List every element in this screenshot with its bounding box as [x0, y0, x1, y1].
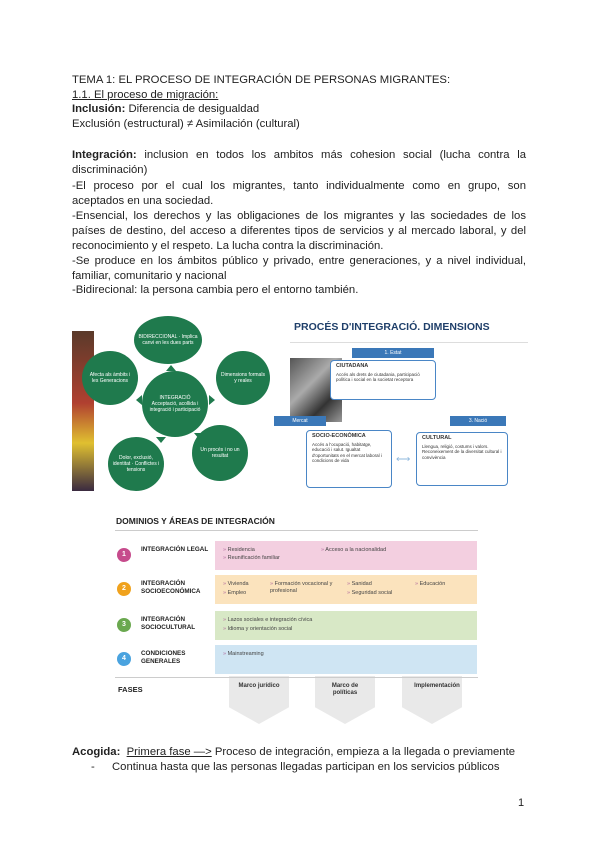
cycle-top-circle: BIDIRECCIONAL · Implica canvi en les dues parts	[134, 316, 202, 364]
item-seguridad-social: » Seguridad social	[347, 590, 392, 597]
acogida-text: Proceso de integración, empieza a la llegada o previamente	[211, 746, 516, 758]
item-lazos-sociales: » Lazos sociales e integración cívica	[223, 617, 312, 624]
acogida-phase: Primera fase —>	[126, 746, 212, 758]
item-formacion: » Formación vocacional y profesional	[270, 581, 334, 594]
integration-definition	[72, 148, 526, 178]
domain-row-sociocultural	[115, 610, 478, 640]
dimensions-title: PROCÉS D'INTEGRACIÓ. DIMENSIONS	[294, 321, 490, 333]
section-heading: 1.1. El proceso de migración:	[72, 89, 219, 101]
integration-point-3: -Se produce en los ámbitos público y privado, entre generaciones, y a nivel individual, familiar, comunitario y nacional	[72, 255, 526, 282]
box-socio-text: Accés a l'ocupació, habitatge, educació i salut. Igualtat d'oportunitats en el mercat laboral i condicions de vida	[312, 441, 382, 463]
row-label-socioeconomica: INTEGRACIÓN SOCIOECONÓMICA	[141, 580, 201, 595]
row-number-2: 2	[117, 582, 131, 596]
arrow-down-right-icon	[194, 433, 204, 439]
title-divider	[115, 530, 478, 531]
box-ciutadana-text: Accés als drets de ciutadania, participació política i social en la societat receptora	[336, 371, 420, 382]
cycle-left-circle: Afecta als àmbits i les Generacions	[82, 351, 138, 405]
box-cultural	[416, 432, 508, 486]
tag-estat: 1. Estat	[352, 348, 434, 358]
box-cultural-text: Llengua, religió, costums i valors. Reconeixement de la diversitat cultural i convivència	[422, 443, 502, 460]
box-ciutadana	[330, 360, 436, 400]
phases-label: FASES	[118, 685, 143, 694]
item-residencia: » Residencia	[223, 547, 255, 554]
item-educacion: » Educación	[415, 581, 445, 588]
inclusion-label: Inclusión:	[72, 103, 126, 115]
arrow-up-icon	[166, 365, 176, 371]
arrow-right-icon	[209, 395, 215, 405]
acogida-label: Acogida:	[72, 746, 121, 758]
exclusion-line: Exclusión (estructural) ≠ Asimilación (cultural)	[72, 118, 300, 130]
row-number-1: 1	[117, 548, 131, 562]
domain-row-legal	[115, 540, 478, 570]
integration-text: inclusion en todos los ambitos más cohesion social (lucha contra la discriminación)	[72, 149, 526, 176]
integration-cycle-figure	[72, 311, 282, 491]
acogida-line	[72, 745, 515, 760]
item-mainstreaming: » Mainstreaming	[223, 651, 264, 658]
phase-implementacion: Implementación	[414, 683, 460, 689]
cycle-right-circle: Dimensions formals y reales	[216, 351, 270, 405]
integration-dimensions-figure	[290, 316, 530, 488]
domains-title: DOMINIOS Y ÁREAS DE INTEGRACIÓN	[116, 516, 275, 526]
integration-label: Integración:	[72, 149, 137, 161]
row-label-legal: INTEGRACIÓN LEGAL	[141, 546, 209, 553]
inclusion-text: Diferencia de desigualdad	[125, 103, 260, 115]
phases-divider	[115, 677, 478, 678]
tag-nacio: 3. Nació	[450, 416, 506, 426]
item-empleo: » Empleo	[223, 590, 246, 597]
band-condiciones	[215, 645, 477, 674]
arrow-down-left-icon	[156, 437, 166, 443]
page-number: 1	[518, 797, 525, 809]
row-number-4: 4	[117, 652, 131, 666]
box-ciutadana-heading: CIUTADANA	[336, 363, 369, 369]
box-socio-heading: SOCIO-ECONÒMICA	[312, 433, 366, 439]
item-vivienda: » Vivienda	[223, 581, 249, 588]
item-reunificacion: » Reunificación familiar	[223, 555, 280, 562]
cycle-center-circle: INTEGRACIÓ Acceptació, acollida i integració i participació	[142, 371, 208, 437]
domain-row-condiciones	[115, 644, 478, 674]
band-socioeconomica	[215, 575, 477, 604]
arrow-left-icon	[136, 395, 142, 405]
tag-mercat: Mercat	[274, 416, 326, 426]
row-number-3: 3	[117, 618, 131, 632]
row-label-sociocultural: INTEGRACIÓN SOCIOCULTURAL	[141, 616, 196, 631]
item-sanidad: » Sanidad	[347, 581, 372, 588]
phase-marco-juridico: Marco jurídico	[238, 683, 280, 689]
item-idioma: » Idioma y orientación social	[223, 626, 292, 633]
box-socioeconomica	[306, 430, 392, 488]
acogida-bullet-marker: -	[91, 761, 95, 773]
domain-row-socioeconomica	[115, 574, 478, 604]
cycle-bottom-right-circle: Un procés i no un resultat	[192, 425, 248, 481]
phase-marco-politicas: Marco de políticas	[331, 683, 359, 696]
double-arrow-icon: ⟷	[396, 454, 411, 465]
integration-point-4: -Bidirecional: la persona cambia pero el entorno también.	[72, 284, 359, 296]
item-nacionalidad: » Acceso a la nacionalidad	[321, 547, 386, 554]
inclusion-line	[72, 102, 259, 117]
dimensions-title-bar	[290, 316, 528, 343]
integration-point-1: -El proceso por el cual los migrantes, tanto individualmente como en grupo, son aceptados en una sociedad.	[72, 180, 526, 207]
cycle-bottom-left-circle: Dolor, exclusió, identitat · Conflictes i tensions	[108, 437, 164, 491]
integration-point-2: -Ensencial, los derechos y las obligaciones de los migrantes y las sociedades de los países de destino, del acceso a diferentes tipos de servicios y al mercado laboral, y del reconocimiento y el respeto. La lucha contra la discriminación.	[72, 210, 526, 252]
acogida-bullet: Continua hasta que las personas llegadas participan en los servicios públicos	[112, 761, 500, 773]
protest-photo-strip	[72, 331, 94, 491]
row-label-condiciones: CONDICIONES GENERALES	[141, 650, 186, 665]
box-cultural-heading: CULTURAL	[422, 435, 452, 441]
page-title: TEMA 1: EL PROCESO DE INTEGRACIÓN DE PERSONAS MIGRANTES:	[72, 74, 451, 86]
